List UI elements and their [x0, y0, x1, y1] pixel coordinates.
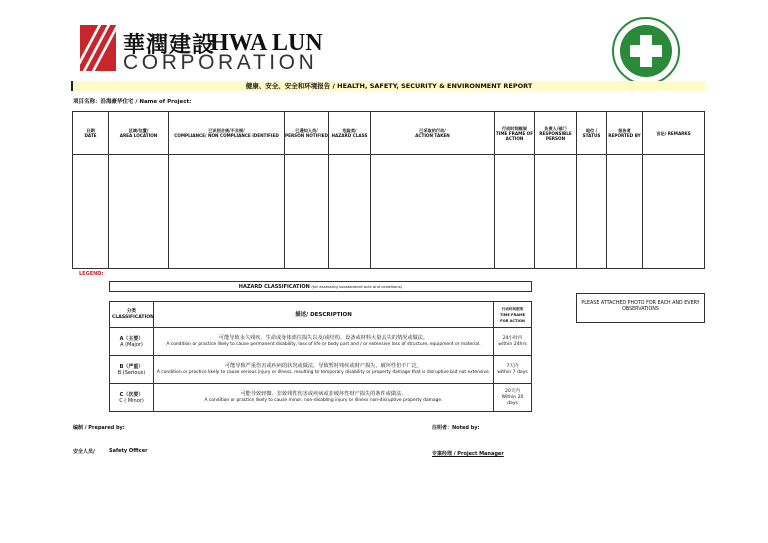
hazard-table-title: HAZARD CLASSIFICATION (for assessing substandard acts and conditions)	[110, 282, 532, 292]
hazard-row-b: B（严重） B (Serious) 可能导致严重伤害或疾病的状况或做法，导致暂时残疾或财产损失，破坏性但不广泛。 A condition or practice likely to cause serious injury or illness, resulting to temporary disability or property damage that is disruptive but not extensive. 7天内 within 7 days	[110, 356, 532, 384]
observation-entry-row[interactable]	[73, 155, 705, 269]
col-area-location: 区域/位置/ AREA LOCATION	[109, 112, 169, 155]
hazard-row-c: C（次要） C ( Minor) 可能导致轻微、非致残性伤害或疾病或非破坏性财产损失的条件或做法。 A condition or practice likely to cause minor, non-disabling injury or illness non-disruptive property damage. 20天内 Within 20 days	[110, 384, 532, 412]
project-manager-label: 专案经理 / Project Manager	[432, 451, 504, 457]
project-name-label: 项目名称：沿海豪华住宅 / Name of Project:	[73, 99, 192, 105]
hazard-row-a: A（主要） A (Major) 可能导致永久残疾、生命或身体部位损失以及/或结构、设备或材料大量丢失的情况或做法。 A condition or practice likely to cause permanent disability, loss of life or body part and / or extensive loss of structure, equipment or material. 24小时内 within 24hrs	[110, 328, 532, 356]
hazard-col-description: 描述/ DESCRIPTION	[154, 302, 494, 328]
legend-label: LEGEND:	[79, 271, 104, 277]
noted-by-label: 注明者：Noted by:	[432, 425, 480, 431]
photo-attachment-note: PLEASE ATTACHED PHOTO FOR EACH AND EVERY OBSERVATIONS	[576, 293, 705, 323]
brand-subtitle: CORPORATION	[123, 51, 318, 74]
col-action-taken: 已采取的行动/ ACTION TAKEN	[371, 112, 495, 155]
hazard-col-time-frame: 行动时间框架 TIME FRAME FOR ACTION	[494, 302, 532, 328]
col-compliance: 已识别合规/不合规/ COMPLIANCE/ NON COMPLIANCE IDENTIFIED	[169, 112, 285, 155]
safety-first-badge-icon	[612, 17, 680, 85]
hazard-classification-table	[109, 281, 532, 412]
hazard-col-classification: 分类 CLASSIFICATION	[110, 302, 154, 328]
col-time-frame: 行动时间框架 TIME FRAME OF ACTION	[495, 112, 535, 155]
observation-table-header	[73, 112, 705, 155]
brand-name-cn: 華潤建設	[123, 32, 216, 58]
col-person-notified: 已通知人员/ PERSON NOTIFIED	[285, 112, 329, 155]
col-reported-by: 报告者REPORTED BY	[607, 112, 643, 155]
col-responsible-person: 负责人/部门 RESPONSIBLE PERSON	[535, 112, 577, 155]
col-status: 地位 / STATUS	[577, 112, 607, 155]
observation-table	[72, 111, 705, 269]
safety-officer-label-en: Safety Officer	[109, 448, 148, 454]
prepared-by-label: 编制 / Prepared by:	[73, 425, 125, 431]
report-title: 健康、安全、安全和环境报告 / HEALTH, SAFETY, SECURITY & ENVIRONMENT REPORT	[71, 81, 705, 91]
brand-name-en: HWA LUN	[210, 30, 323, 56]
safety-officer-label-cn: 安全人员/	[73, 449, 95, 455]
col-hazard-class: 危险类/ HAZARD CLASS	[329, 112, 371, 155]
col-remarks: 言论/ REMARKS	[643, 112, 705, 155]
company-logo-icon	[80, 25, 116, 71]
col-date: 日期 DATE	[73, 112, 109, 155]
